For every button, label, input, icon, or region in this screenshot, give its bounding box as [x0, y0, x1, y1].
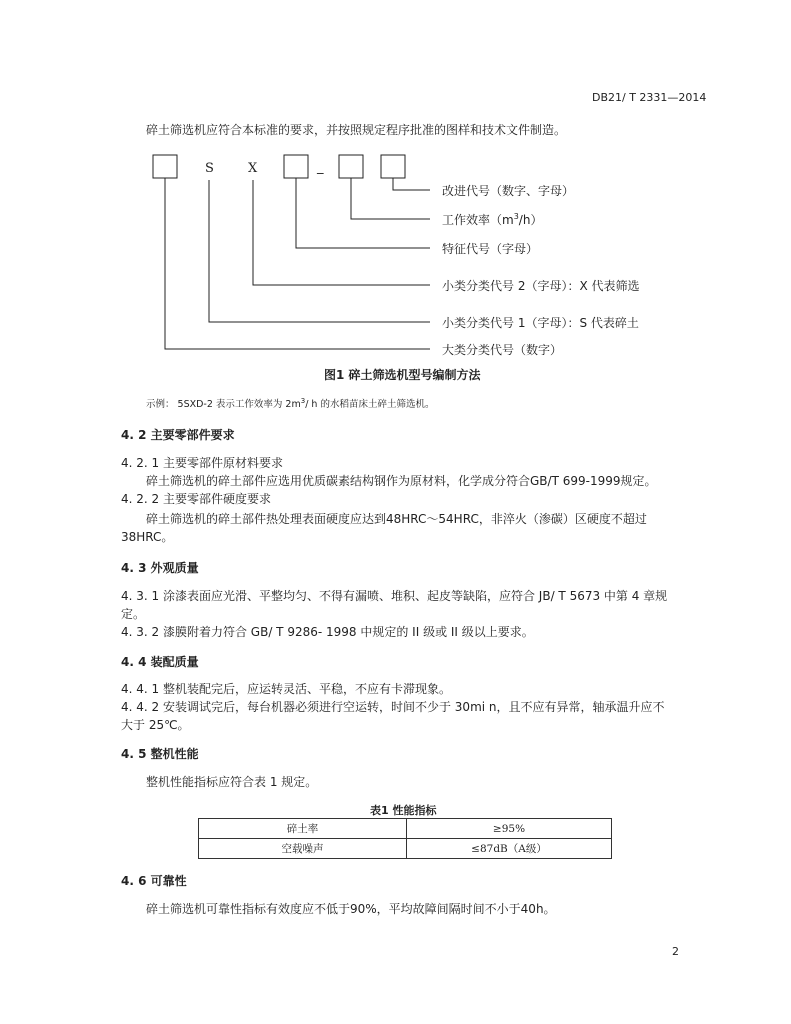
- code-box-major: [153, 155, 177, 178]
- section-4-4-1: 4. 4. 1 整机装配完后，应运转灵活、平稳，不应有卡滞现象。: [121, 682, 451, 696]
- code-letter-x: X: [248, 161, 258, 176]
- label-efficiency: 工作效率$(m^3/h)$: [442, 212, 543, 227]
- leader-improvement: [393, 178, 430, 190]
- figure-caption: 图1 碎土筛选机型号编制方法: [324, 368, 481, 382]
- code-box-feature: [284, 155, 308, 178]
- table-caption: 表1 性能指标: [370, 804, 437, 817]
- table-row: [199, 819, 612, 839]
- section-4-6-heading: 4. 6 可靠性: [121, 874, 187, 888]
- leader-major: [165, 178, 430, 349]
- leader-feature: [296, 178, 430, 248]
- code-dash: _: [317, 160, 324, 175]
- section-4-3-1-line1: 4. 3. 1 涂漆表面应光滑、平整均匀、不得有漏喷、堆积、起皮等缺陷，应符合 JB/ T 5673 中第 4 章规: [121, 589, 668, 603]
- section-4-2-2-heading: 4. 2. 2 主要零部件硬度要求: [121, 492, 271, 506]
- page-number: 2: [672, 945, 679, 958]
- section-4-4-2-line1: 4. 4. 2 安装调试完后，每台机器必须进行空运转，时间不少于 30mi n，且不应有异常，轴承温升应不: [121, 700, 665, 714]
- leader-efficiency: [351, 178, 430, 219]
- label-improvement: 改进代号（数字、字母）: [442, 184, 575, 198]
- doc-number: DB21/ T 2331—2014: [592, 91, 707, 104]
- leader-subclass1: [209, 180, 430, 322]
- section-4-2-1-text: 碎土筛选机的碎土部件应选用优质碳素结构钢作为原材料，化学成分符合GB/T 699-1999规定。: [146, 474, 657, 488]
- table-cell: ≤87dB（A级）: [407, 839, 612, 859]
- section-4-2-heading: 4. 2 主要零部件要求: [121, 428, 235, 442]
- section-4-3-heading: 4. 3 外观质量: [121, 561, 199, 575]
- section-4-2-2-text-line2: 38HRC。: [121, 530, 174, 544]
- label-major: 大类分类代号（数字）: [442, 343, 563, 357]
- section-4-3-1-line2: 定。: [121, 607, 146, 621]
- section-4-6-text: 碎土筛选机可靠性指标有效度应不低于90%，平均故障间隔时间不小于40h。: [146, 902, 556, 916]
- table-cell: 空载噪声: [199, 839, 407, 859]
- section-4-3-2: 4. 3. 2 漆膜附着力符合 GB/ T 9286- 1998 中规定的 II 级或 II 级以上要求。: [121, 625, 534, 639]
- section-4-5-text: 整机性能指标应符合表 1 规定。: [146, 775, 318, 789]
- label-subclass1: 小类分类代号 1（字母）：S 代表碎土: [442, 316, 639, 330]
- label-subclass2: 小类分类代号 2（字母）：X 代表筛选: [442, 279, 640, 293]
- table-cell: ≥95%: [407, 819, 612, 839]
- code-box-efficiency: [339, 155, 363, 178]
- label-feature: 特征代号（字母）: [442, 242, 539, 256]
- section-4-4-2-line2: 大于 25℃。: [121, 718, 190, 732]
- performance-table: [198, 818, 612, 859]
- table-cell: 碎土率: [199, 819, 407, 839]
- section-4-4-heading: 4. 4 装配质量: [121, 655, 199, 669]
- figure-example: 示例： 5SXD-2 表示工作效率为 $2m^3/$ h 的水稻苗床土碎土筛选机。: [146, 396, 435, 410]
- section-4-2-2-text-line1: 碎土筛选机的碎土部件热处理表面硬度应达到48HRC～54HRC，非淬火（渗碳）区硬度不超过: [146, 512, 647, 526]
- section-4-5-heading: 4. 5 整机性能: [121, 747, 199, 761]
- intro-paragraph: 碎土筛选机应符合本标准的要求，并按照规定程序批准的图样和技术文件制造。: [146, 123, 567, 137]
- code-letter-s: S: [205, 161, 214, 176]
- section-4-2-1-heading: 4. 2. 1 主要零部件原材料要求: [121, 456, 283, 470]
- leader-subclass2: [253, 180, 430, 285]
- code-box-improvement: [381, 155, 405, 178]
- table-row: [199, 839, 612, 859]
